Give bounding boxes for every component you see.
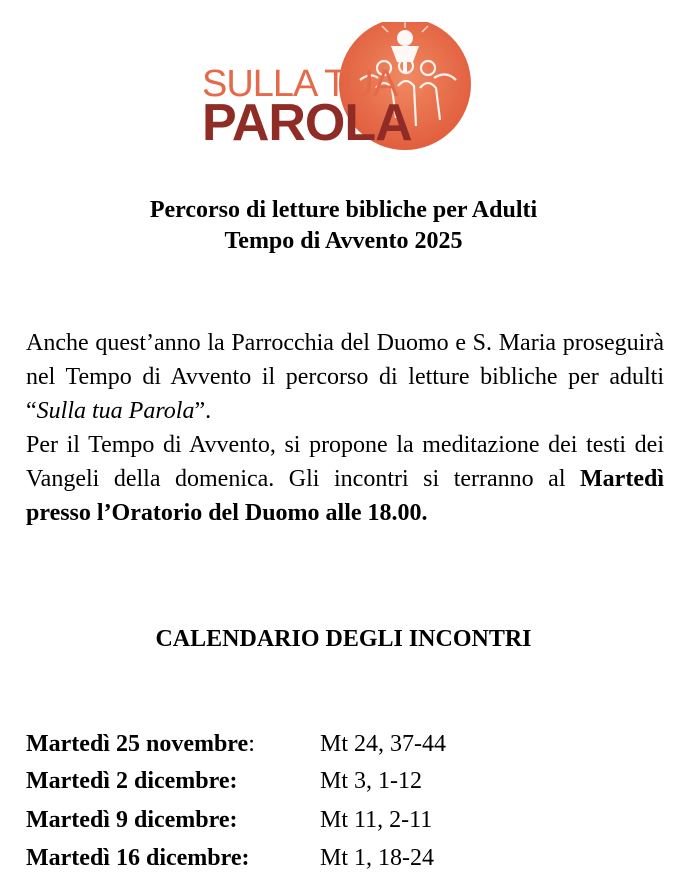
calendar-row: Martedì 25 novembre: Mt 24, 37-44 bbox=[26, 731, 446, 757]
intro-paragraph: Anche quest’anno la Parrocchia del Duomo e S. Maria proseguirà nel Tempo di Avvento il percorso di letture bibliche per adulti “Sulla tua Parola”. bbox=[26, 330, 664, 424]
meeting-info-paragraph: Per il Tempo di Avvento, si propone la meditazione dei testi dei Vangeli della domenica. Gli incontri si terranno al Martedì presso l’Oratorio del Duomo alle 18.00. bbox=[26, 432, 664, 526]
calendar-reading: Mt 1, 18-24 bbox=[320, 845, 434, 871]
calendar-date: Martedì 25 novembre bbox=[26, 731, 249, 757]
logo-text-line2: PAROLA bbox=[202, 94, 412, 152]
sulla-tua-parola-logo bbox=[200, 22, 500, 157]
calendar-reading: Mt 24, 37-44 bbox=[320, 731, 446, 757]
calendar-row bbox=[26, 805, 666, 835]
page-title: Percorso di letture bibliche per Adulti bbox=[149, 197, 538, 223]
calendar-date: Martedì 9 dicembre: bbox=[26, 807, 238, 833]
calendar-reading: Mt 3, 1-12 bbox=[320, 768, 422, 794]
calendar-date: Martedì 16 dicembre: bbox=[26, 845, 250, 871]
page-subtitle: Tempo di Avvento 2025 bbox=[224, 228, 463, 254]
calendar-row bbox=[26, 843, 666, 873]
logo-text-line1: SULLA TUA bbox=[202, 63, 398, 105]
series-title: Sulla tua Parola bbox=[36, 398, 195, 424]
calendar-date: Martedì 2 dicembre: bbox=[26, 768, 238, 794]
calendar-row bbox=[26, 766, 666, 796]
calendar-reading: Mt 11, 2-11 bbox=[320, 807, 433, 833]
meeting-time-highlight: Martedì presso l’Oratorio del Duomo alle 18.00. bbox=[26, 466, 664, 526]
calendar-title: CALENDARIO DEGLI INCONTRI bbox=[155, 626, 532, 652]
